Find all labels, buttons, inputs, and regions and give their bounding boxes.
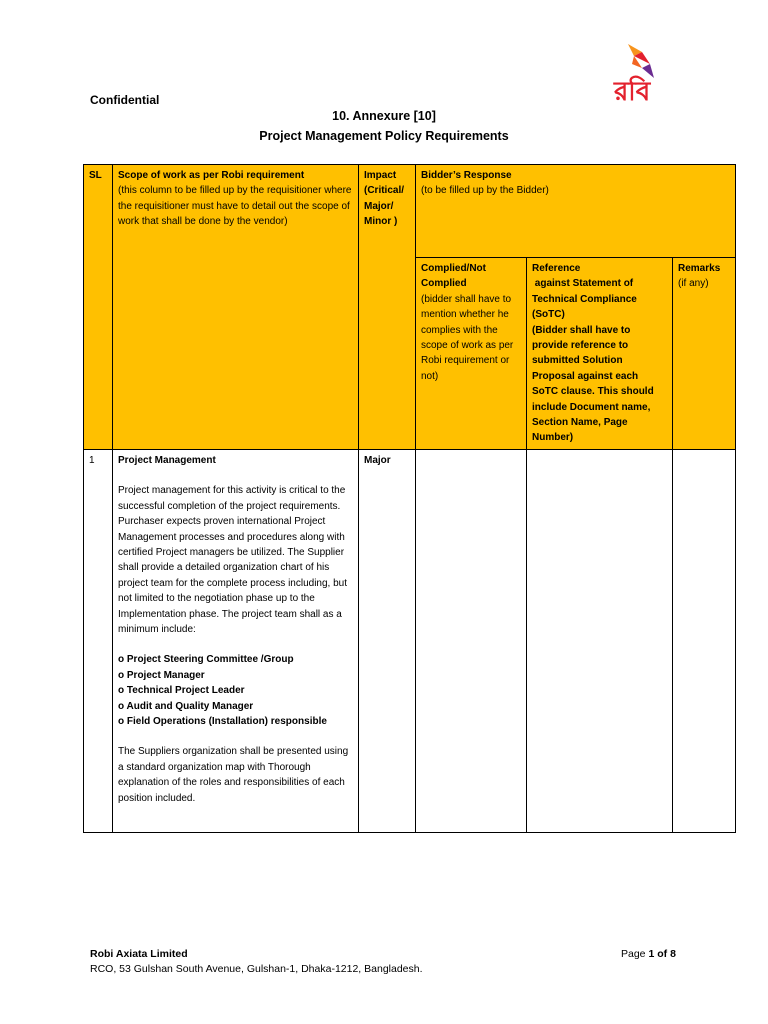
subheader-complied-title: Complied/Not Complied: [421, 263, 486, 290]
list-item: o Field Operations (Installation) responsible: [118, 715, 327, 727]
confidential-label: Confidential: [90, 93, 160, 107]
header-scope: [113, 165, 359, 450]
header-bidder-response: [416, 165, 736, 258]
list-item: o Project Manager: [118, 669, 205, 681]
list-item: o Audit and Quality Manager: [118, 700, 254, 712]
subheader-complied: [416, 258, 527, 450]
subheader-reference: [527, 258, 673, 450]
header-bidder-title: Bidder’s Response: [421, 170, 512, 181]
requirements-table: [83, 164, 736, 833]
header-sl: SL: [84, 165, 113, 450]
header-scope-title: Scope of work as per Robi requirement: [118, 170, 305, 181]
table-row: [84, 449, 736, 832]
row-remarks[interactable]: [673, 449, 736, 832]
annexure-title: 10. Annexure [10]: [332, 109, 436, 123]
footer-address: RCO, 53 Gulshan South Avenue, Gulshan-1, Dhaka-1212, Bangladesh.: [90, 963, 423, 975]
subheader-remarks-title: Remarks: [678, 263, 721, 274]
header-impact: Impact (Critical/ Major/ Minor ): [359, 165, 416, 450]
row-complied[interactable]: [416, 449, 527, 832]
page-number: Page 1 of 8: [621, 948, 676, 960]
row-heading: Project Management: [118, 454, 216, 466]
page-title: Project Management Policy Requirements: [259, 129, 509, 143]
robi-logo: [612, 42, 660, 106]
row-paragraph-2: The Suppliers organization shall be presented using a standard organization map with Thorough explanation of the roles and responsibilities of each position included.: [118, 746, 349, 804]
row-paragraph-1: Project management for this activity is critical to the successful completion of the project requirements. Purchaser expects proven international Project Management processes and procedures along with certified Project managers be utilized. The Supplier shall provide a detailed organization chart of his project team for the complete process including, but not limited to the negotiation phase up to the Implementation phase. The project team shall as a minimum include:: [118, 485, 348, 635]
role-list: [118, 652, 353, 729]
footer-company: Robi Axiata Limited: [90, 948, 188, 960]
row-scope: [113, 449, 359, 832]
list-item: o Project Steering Committee /Group: [118, 654, 294, 666]
row-sl: 1: [84, 449, 113, 832]
row-reference[interactable]: [527, 449, 673, 832]
table-header-row: [84, 165, 736, 258]
subheader-complied-note: (bidder shall have to mention whether he complies with the scope of work as per Robi requirement or not): [421, 293, 514, 382]
header-scope-note: (this column to be filled up by the requisitioner where the requisitioner must have to detail out the scope of work that shall be done by the vendor): [118, 185, 352, 228]
header-bidder-note: (to be filled up by the Bidder): [421, 185, 549, 197]
row-impact: Major: [359, 449, 416, 832]
subheader-reference-note: (Bidder shall have to provide reference to submitted Solution Proposal against each SoTC clause. This should include Document name, Section Name, Page Number): [532, 324, 654, 444]
subheader-remarks: [673, 258, 736, 450]
list-item: o Technical Project Leader: [118, 685, 245, 697]
logo-text: রবি: [614, 77, 651, 106]
subheader-reference-line2: against Statement of Technical Compliance (SoTC): [532, 278, 640, 321]
subheader-reference-title: Reference: [532, 263, 581, 274]
subheader-remarks-note: (if any): [678, 278, 709, 290]
